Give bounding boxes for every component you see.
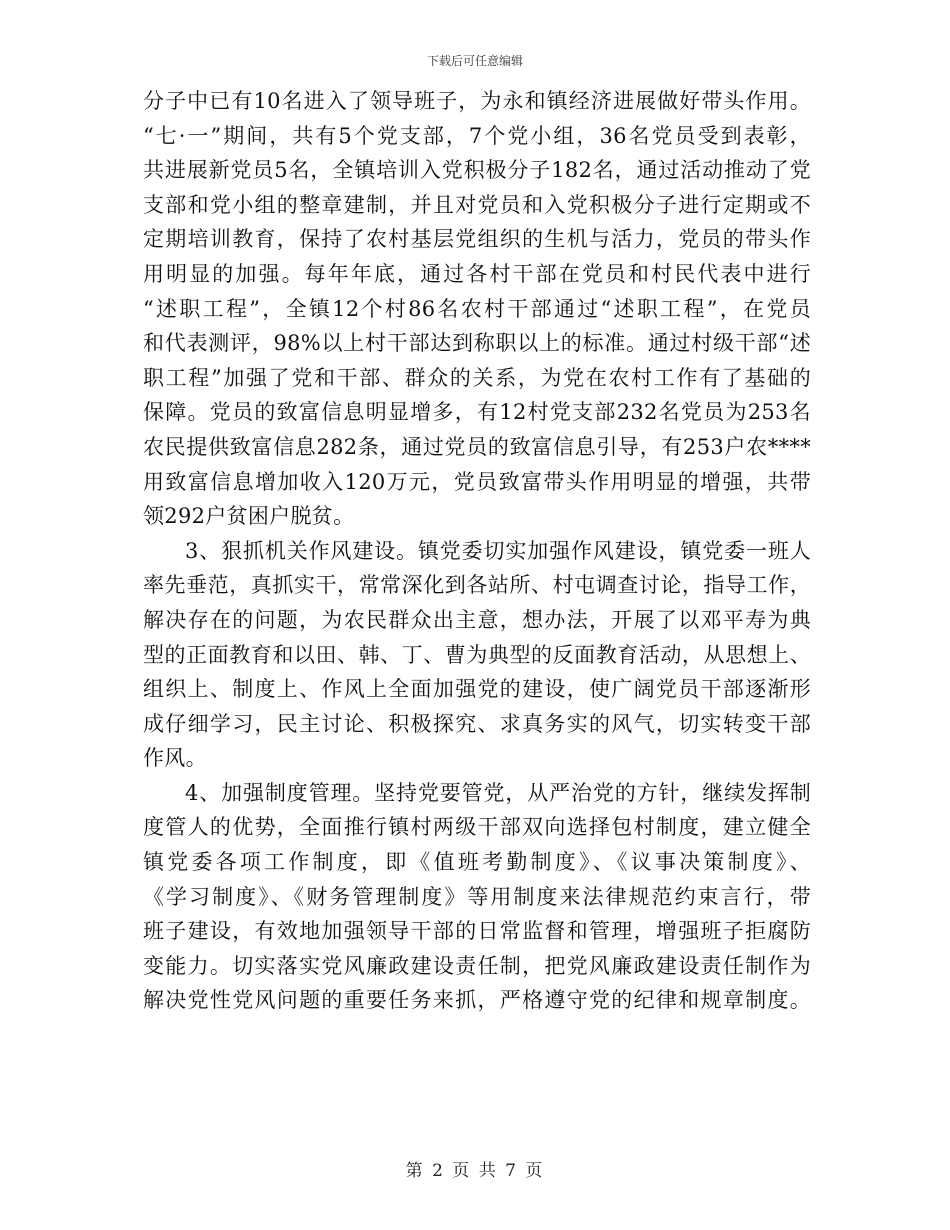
document-body: [143, 84, 811, 1018]
paragraph-line: 度管人的优势，全面推行镇村两级干部双向选择包村制度，建立健全: [143, 815, 811, 840]
paragraph-line: 解决党性党风问题的重要任务来抓，严格遵守党的纪律和规章制度。: [143, 988, 811, 1013]
paragraph-line: 定期培训教育，保持了农村基层党组织的生机与活力，党员的带头作: [143, 227, 811, 252]
paragraph-line: 农民提供致富信息282条，通过党员的致富信息引导，有253户农****: [143, 434, 811, 459]
paragraph-line: 班子建设，有效地加强领导干部的日常监督和管理，增强班子拒腐防: [143, 919, 811, 944]
paragraph-line: 《学习制度》、《财务管理制度》等用制度来法律规范约束言行，带: [143, 884, 811, 909]
paragraph-line: 组织上、制度上、作风上全面加强党的建设，使广阔党员干部逐渐形: [143, 677, 811, 702]
paragraph-line: 4、加强制度管理。坚持党要管党，从严治党的方针，继续发挥制: [185, 780, 811, 805]
paragraph-line: 用致富信息增加收入120万元，党员致富带头作用明显的增强，共带: [143, 469, 811, 494]
paragraph-line: 成仔细学习，民主讨论、积极探究、求真务实的风气，切实转变干部: [143, 711, 811, 736]
paragraph-line: 3、狠抓机关作风建设。镇党委切实加强作风建设，镇党委一班人: [185, 538, 811, 563]
paragraph-line: 共进展新党员5名，全镇培训入党积极分子182名，通过活动推动了党: [143, 158, 811, 183]
paragraph-line: “七·一”期间，共有5个党支部，7个党小组，36名党员受到表彰，: [143, 123, 811, 148]
page-number: 第 2 页 共 7 页: [405, 1161, 545, 1181]
paragraph-line: 镇党委各项工作制度，即《值班考勤制度》、《议事决策制度》、: [143, 850, 811, 875]
paragraph-line: 率先垂范，真抓实干，常常深化到各站所、村屯调查讨论，指导工作，: [143, 573, 811, 598]
paragraph-line: 和代表测评，98%以上村干部达到称职以上的标准。通过村级干部“述: [143, 331, 811, 356]
paragraph-3: [143, 776, 811, 1018]
paragraph-2: [143, 534, 811, 776]
paragraph-line: 用明显的加强。每年年底，通过各村干部在党员和村民代表中进行: [143, 261, 811, 286]
paragraph-line: “述职工程”，全镇12个村86名农村干部通过“述职工程”，在党员: [143, 296, 811, 321]
paragraph-line: 解决存在的问题，为农民群众出主意，想办法，开展了以邓平寿为典: [143, 607, 811, 632]
paragraph-line: 支部和党小组的整章建制，并且对党员和入党积极分子进行定期或不: [143, 192, 811, 217]
paragraph-line: 保障。党员的致富信息明显增多，有12村党支部232名党员为253名: [143, 400, 811, 425]
paragraph-line: 职工程”加强了党和干部、群众的关系，为党在农村工作有了基础的: [143, 365, 811, 390]
paragraph-line: 分子中已有10名进入了领导班子，为永和镇经济进展做好带头作用。: [143, 89, 811, 113]
paragraph-1: [143, 84, 811, 534]
paragraph-line: 领292户贫困户脱贫。: [143, 504, 355, 529]
paragraph-line: 变能力。切实落实党风廉政建设责任制，把党风廉政建设责任制作为: [143, 953, 811, 978]
paragraph-line: 型的正面教育和以田、韩、丁、曹为典型的反面教育活动，从思想上、: [143, 642, 811, 667]
paragraph-line: 作风。: [143, 746, 207, 771]
page-header: 下载后可任意编辑: [426, 54, 523, 68]
